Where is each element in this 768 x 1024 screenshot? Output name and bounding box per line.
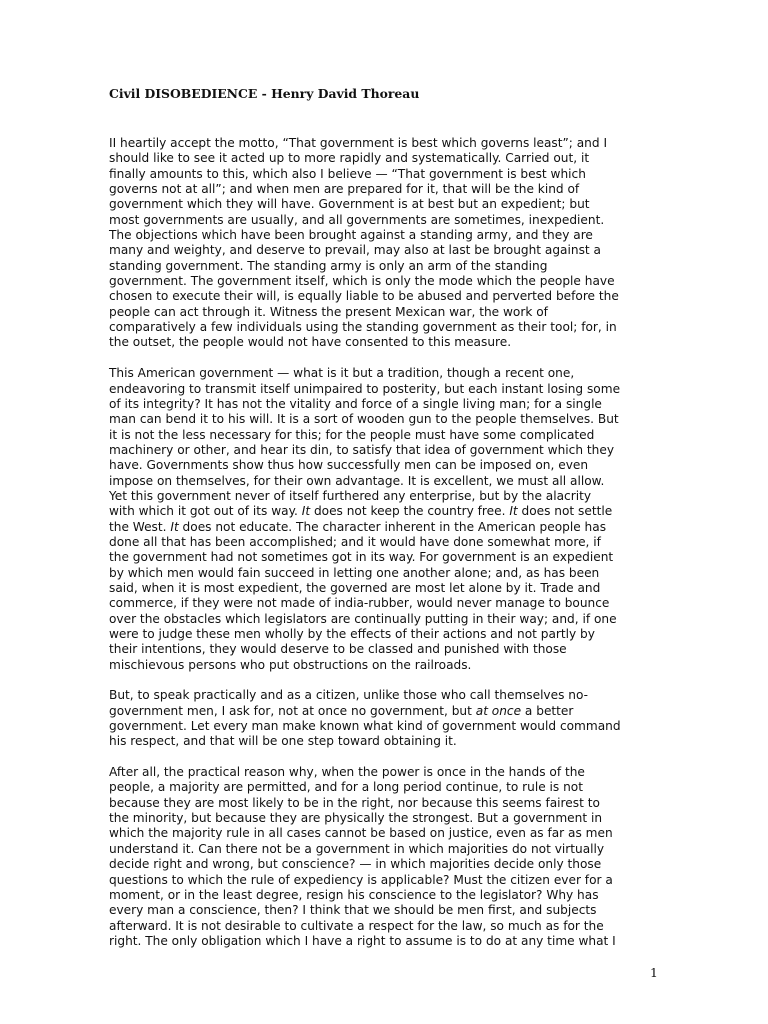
text-run: finally amounts to this, which also I believe — “That government is best which <box>109 166 586 181</box>
text-line <box>109 765 661 780</box>
text-line <box>109 811 661 826</box>
text-run: a better <box>521 703 574 718</box>
page-number: 1 <box>650 965 658 980</box>
text-line <box>109 857 661 872</box>
text-run: said, when it is most expedient, the governed are most let alone by it. Trade and <box>109 580 601 595</box>
text-run: Yet this government never of itself furthered any enterprise, but by the alacrity <box>109 488 592 503</box>
text-line <box>109 826 661 841</box>
text-run: mischievous persons who put obstructions on the railroads. <box>109 657 472 672</box>
text-line <box>109 289 661 304</box>
paragraph <box>109 366 661 673</box>
text-run: governs not at all”; and when men are prepared for it, that will be the kind of <box>109 182 580 197</box>
text-line <box>109 873 661 888</box>
text-line <box>109 550 661 565</box>
text-run: people can act through it. Witness the present Mexican war, the work of <box>109 304 548 319</box>
text-run: over the obstacles which legislators are continually putting in their way; and, if one <box>109 611 617 626</box>
text-run: does not settle <box>517 504 613 519</box>
text-run: understand it. Can there not be a government in which majorities do not virtually <box>109 841 605 856</box>
text-run: After all, the practical reason why, when the power is once in the hands of the <box>109 765 585 780</box>
text-line <box>109 688 661 703</box>
text-line <box>109 658 661 673</box>
text-line <box>109 274 661 289</box>
text-line <box>109 596 661 611</box>
text-line <box>109 167 661 182</box>
text-run: does not educate. The character inherent in the American people has <box>178 519 607 534</box>
text-run: of its integrity? It has not the vitality and force of a single living man; for a single <box>109 396 602 411</box>
text-run: II heartily accept the motto, “That government is best which governs least”; and I <box>109 136 608 150</box>
text-line <box>109 842 661 857</box>
italic-text: at once <box>475 703 522 718</box>
text-line <box>109 397 661 412</box>
italic-text: It <box>301 504 311 519</box>
text-run: by which men would fain succeed in letting one another alone; and, as has been <box>109 565 600 580</box>
text-run: decide right and wrong, but conscience? — in which majorities decide only those <box>109 857 602 872</box>
text-line <box>109 136 661 151</box>
text-run: The objections which have been brought against a standing army, and they are <box>109 228 593 243</box>
text-run: right. The only obligation which I have a right to assume is to do at any time what I <box>109 933 616 948</box>
text-line <box>109 197 661 212</box>
document-body <box>109 136 661 965</box>
text-run: most governments are usually, and all governments are sometimes, inexpedient. <box>109 212 605 227</box>
text-run: the minority, but because they are physically the strongest. But a government in <box>109 811 603 826</box>
text-line <box>109 320 661 335</box>
text-line <box>109 734 661 749</box>
text-run: afterward. It is not desirable to cultivate a respect for the law, so much as for the <box>109 918 604 933</box>
text-line <box>109 520 661 535</box>
text-line <box>109 243 661 258</box>
text-line <box>109 581 661 596</box>
text-run: comparatively a few individuals using the standing government as their tool; for, in <box>109 320 617 335</box>
text-run: their intentions, they would deserve to be classed and punished with those <box>109 642 567 657</box>
text-run: the government had not sometimes got in its way. For government is an expedient <box>109 550 614 565</box>
paragraph <box>109 765 661 949</box>
text-line <box>109 458 661 473</box>
text-run: people, a majority are permitted, and for a long period continue, to rule is not <box>109 780 583 795</box>
text-run: But, to speak practically and as a citizen, unlike those who call themselves no- <box>109 688 589 703</box>
text-run: the outset, the people would not have consented to this measure. <box>109 335 512 350</box>
text-line <box>109 642 661 657</box>
text-run: his respect, and that will be one step toward obtaining it. <box>109 734 457 749</box>
text-run: questions to which the rule of expediency is applicable? Must the citizen ever for a <box>109 872 613 887</box>
text-run: government. The government itself, which is only the mode which the people have <box>109 274 615 289</box>
text-line <box>109 704 661 719</box>
text-line <box>109 151 661 166</box>
text-line <box>109 412 661 427</box>
text-run: government men, I ask for, not at once no government, but <box>109 703 476 718</box>
text-run: should like to see it acted up to more rapidly and systematically. Carried out, it <box>109 151 590 166</box>
text-line <box>109 335 661 350</box>
text-run: man can bend it to his will. It is a sort of wooden gun to the people themselves. But <box>109 412 619 427</box>
paragraph <box>109 688 661 749</box>
text-line <box>109 535 661 550</box>
text-run: which the majority rule in all cases cannot be based on justice, even as far as men <box>109 826 613 841</box>
text-run: have. Governments show thus how successfully men can be imposed on, even <box>109 458 589 473</box>
text-run: government. Let every man make known what kind of government would command <box>109 719 621 734</box>
text-run: every man a conscience, then? I think that we should be men first, and subjects <box>109 903 597 918</box>
italic-text: It <box>509 504 518 519</box>
text-line <box>109 719 661 734</box>
text-line <box>109 627 661 642</box>
text-line <box>109 382 661 397</box>
text-line <box>109 566 661 581</box>
text-line <box>109 259 661 274</box>
text-line <box>109 796 661 811</box>
text-line <box>109 228 661 243</box>
text-line <box>109 919 661 934</box>
text-run: because they are most likely to be in the right, nor because this seems fairest to <box>109 795 600 810</box>
text-line <box>109 366 661 381</box>
text-line <box>109 182 661 197</box>
text-line <box>109 888 661 903</box>
text-run: done all that has been accomplished; and it would have done somewhat more, if <box>109 534 601 549</box>
text-run: government which they will have. Government is at best but an expedient; but <box>109 197 590 212</box>
text-line <box>109 474 661 489</box>
text-run: were to judge these men wholly by the effects of their actions and not partly by <box>109 627 595 641</box>
text-run: impose on themselves, for their own advantage. It is excellent, we must all allow. <box>109 473 605 488</box>
text-line <box>109 305 661 320</box>
text-run: the West. <box>109 519 171 534</box>
text-run: machinery or other, and hear its din, to satisfy that idea of government which they <box>109 442 615 457</box>
text-run: endeavoring to transmit itself unimpaired to posterity, but each instant losing some <box>109 381 621 396</box>
text-line <box>109 213 661 228</box>
text-run: moment, or in the least degree, resign his conscience to the legislator? Why has <box>109 887 599 902</box>
text-line <box>109 934 661 949</box>
text-line <box>109 504 661 519</box>
text-run: This American government — what is it but a tradition, though a recent one, <box>109 366 575 381</box>
text-run: does not keep the country free. <box>310 504 510 519</box>
text-run: with which it got out of its way. <box>109 504 302 519</box>
text-run: standing government. The standing army is only an arm of the standing <box>109 258 548 273</box>
text-run: many and weighty, and deserve to prevail, may also at last be brought against a <box>109 243 601 258</box>
text-run: commerce, if they were not made of india-rubber, would never manage to bounce <box>109 596 610 611</box>
text-line <box>109 489 661 504</box>
document-title: Civil DISOBEDIENCE - Henry David Thoreau <box>109 86 420 101</box>
text-run: it is not the less necessary for this; for the people must have some complicated <box>109 427 595 442</box>
italic-text: It <box>170 519 179 534</box>
text-line <box>109 780 661 795</box>
text-line <box>109 903 661 918</box>
text-line <box>109 612 661 627</box>
text-run: chosen to execute their will, is equally liable to be abused and perverted before the <box>109 289 619 304</box>
text-line <box>109 443 661 458</box>
text-line <box>109 428 661 443</box>
paragraph <box>109 136 661 351</box>
